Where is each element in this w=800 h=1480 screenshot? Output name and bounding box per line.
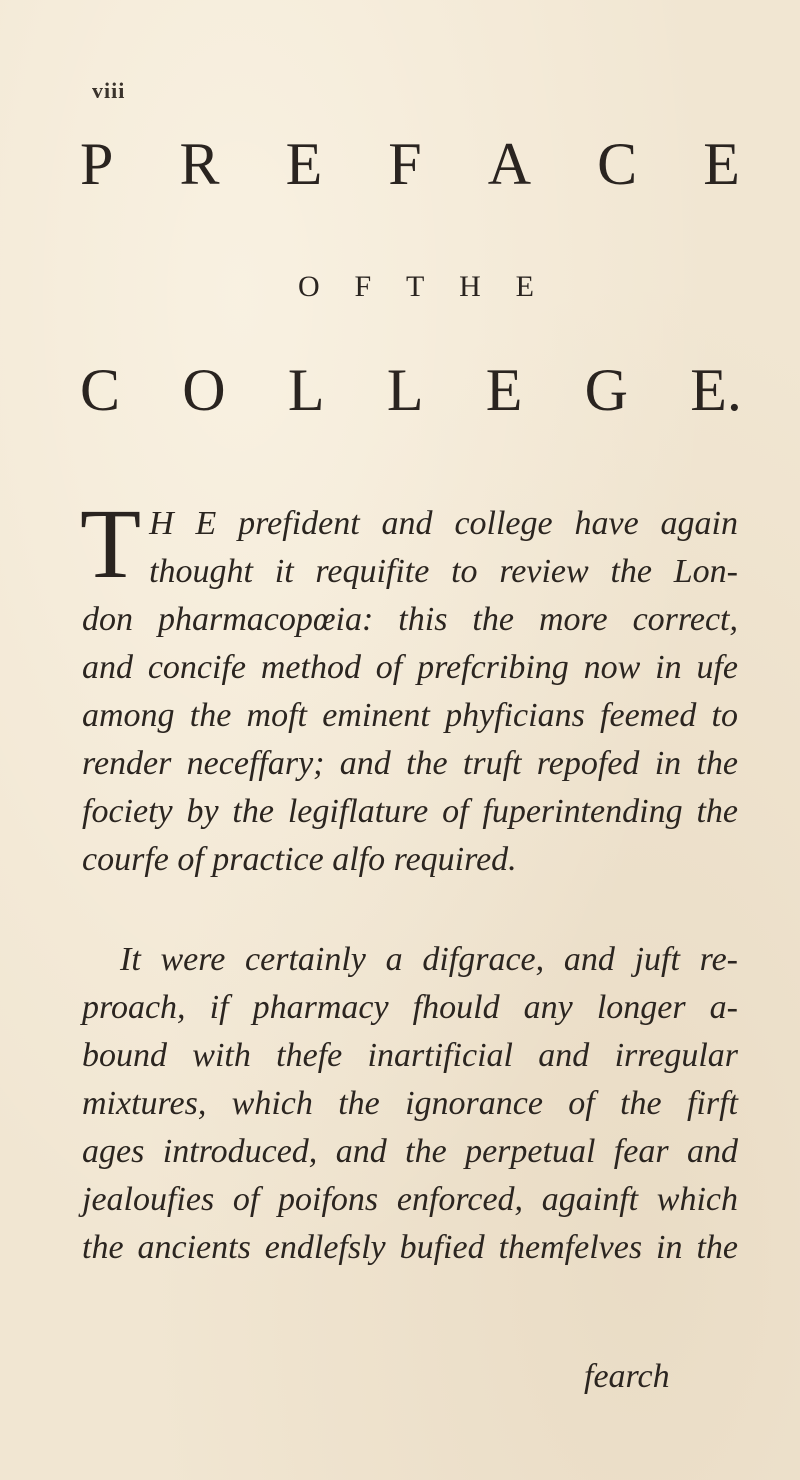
catchword: fearch [584,1358,670,1395]
text-line: render neceffary; and the truft repofed in the [82,745,738,782]
body-text [80,488,738,1272]
page-number: viii [92,78,126,103]
heading-letter: G [584,357,629,423]
text-line: It were certainly a difgrace, and juft re- [120,941,738,978]
text-line: thought it requifite to review the Lon- [149,553,738,590]
heading-letter: H [459,270,481,303]
paragraph-1 [80,488,738,884]
heading-letter: P [80,131,114,197]
heading-letter: O [298,270,320,303]
heading-letter: L [386,357,424,423]
text-line: courfe of practice alfo required. [82,841,517,878]
heading-preface [80,131,740,197]
heading-letter: E [703,131,740,197]
heading-letter: E [285,131,323,197]
heading-of-the [298,272,534,302]
text-line: fociety by the legiflature of fuperintending the [82,793,738,830]
text-line: and concife method of prefcribing now in ufe [82,649,738,686]
heading-letter: C [80,357,121,423]
text-line: bound with thefe inartificial and irregular [82,1037,738,1074]
text-line: the ancients endlefsly bufied themfelves in the [82,1229,738,1266]
text-line: mixtures, which the ignorance of the firft [82,1085,738,1122]
heading-letter: O [182,357,226,423]
heading-letter: C [597,131,638,197]
heading-letter: R [179,131,220,197]
heading-letter: E [485,357,523,423]
heading-letter: T [406,270,425,303]
heading-letter: L [287,357,325,423]
heading-letter: F [388,131,422,197]
heading-letter: E [515,270,534,303]
text-line: ages introduced, and the perpetual fear and [82,1133,738,1170]
heading-letter: E. [690,357,742,423]
text-line: among the moft eminent phyficians feemed to [82,697,738,734]
text-line: proach, if pharmacy fhould any longer a- [82,989,738,1026]
paragraph-2 [82,936,738,1272]
text-line: jealoufies of poifons enforced, againft which [82,1181,738,1218]
heading-college [80,357,742,423]
text-line: don pharmacopœia: this the more correct, [82,601,738,638]
heading-letter: A [487,131,532,197]
heading-letter: F [354,270,372,303]
drop-cap: T [80,488,142,599]
text-line: H E prefident and college have again [149,505,738,542]
